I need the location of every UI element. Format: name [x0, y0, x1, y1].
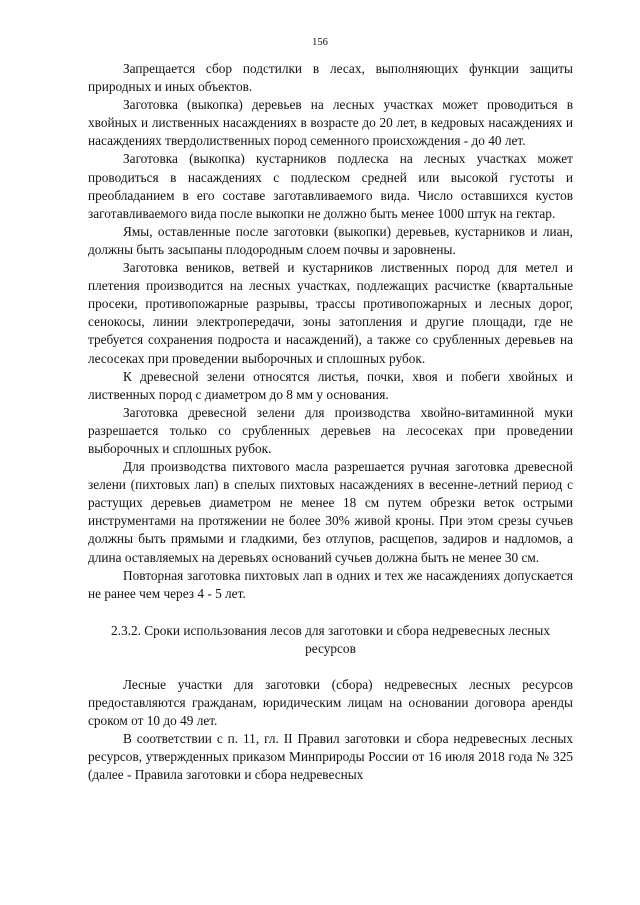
paragraph: Для производства пихтового масла разрешается ручная заготовка древесной зелени (пихтовых лап) в спелых пихтовых насаждениях в весенне-летний период с растущих деревьев диаметром не менее 18 см путем обрезки веток острыми инструментами на протяжении не более 30% живой кроны. При этом срезы сучьев должны быть прямыми и гладкими, без отлупов, расщепов, задиров и надломов, а длина оставляемых на деревьях оснований сучьев должна быть не менее 30 см.: [88, 459, 573, 565]
paragraph: Повторная заготовка пихтовых лап в одних и тех же насаждениях допускается не ранее чем через 4 - 5 лет.: [88, 567, 573, 601]
paragraph: Заготовка веников, ветвей и кустарников лиственных пород для метел и плетения производится на лесных участках, подлежащих расчистке (квартальные просеки, противопожарные разрывы, трассы противопожарных и лесных дорог, сенокосы, линии электропередачи, зоны затопления и другие площади, где не требуется сохранения подроста и насаждений), а также со срубленных деревьев на лесосеках при проведении выборочных и сплошных рубок.: [88, 260, 573, 366]
section-title: 2.3.2. Сроки использования лесов для заготовки и сбора недревесных лесных ресурсов: [111, 622, 550, 657]
paragraph: Запрещается сбор подстилки в лесах, выполняющих функции защиты природных и иных объектов.: [88, 61, 573, 95]
page-number: 156: [312, 37, 328, 48]
page-content: [88, 60, 573, 784]
paragraph: Заготовка древесной зелени для производства хвойно-витаминной муки разрешается только со срубленных деревьев на лесосеках при проведении выборочных и сплошных рубок.: [88, 404, 573, 456]
paragraph: К древесной зелени относятся листья, почки, хвоя и побеги хвойных и лиственных пород с диаметром до 8 мм у основания.: [88, 368, 573, 402]
paragraph: Лесные участки для заготовки (сбора) недревесных лесных ресурсов предоставляются гражданам, юридическим лицам на основании договора аренды сроком от 10 до 49 лет.: [88, 676, 573, 728]
paragraph: В соответствии с п. 11, гл. II Правил заготовки и сбора недревесных лесных ресурсов, утвержденных приказом Минприроды России от 16 июля 2018 года № 325 (далее - Правила заготовки и сбора недревесных: [88, 731, 573, 783]
paragraph: Заготовка (выкопка) деревьев на лесных участках может проводиться в хвойных и лиственных насаждениях в возрасте до 20 лет, в кедровых насаждениях и насаждениях твердолиственных пород семенного происхождения - до 40 лет.: [88, 97, 573, 149]
paragraph: Заготовка (выкопка) кустарников подлеска на лесных участках может проводиться в насаждениях с подлеском средней или высокой густоты и преобладанием в его составе заготавливаемого вида. Число оставшихся кустов заготавливаемого вида после выкопки не должно быть менее 1000 штук на гектар.: [88, 151, 573, 221]
paragraph: Ямы, оставленные после заготовки (выкопки) деревьев, кустарников и лиан, должны быть засыпаны плодородным слоем почвы и заровнены.: [88, 223, 573, 257]
